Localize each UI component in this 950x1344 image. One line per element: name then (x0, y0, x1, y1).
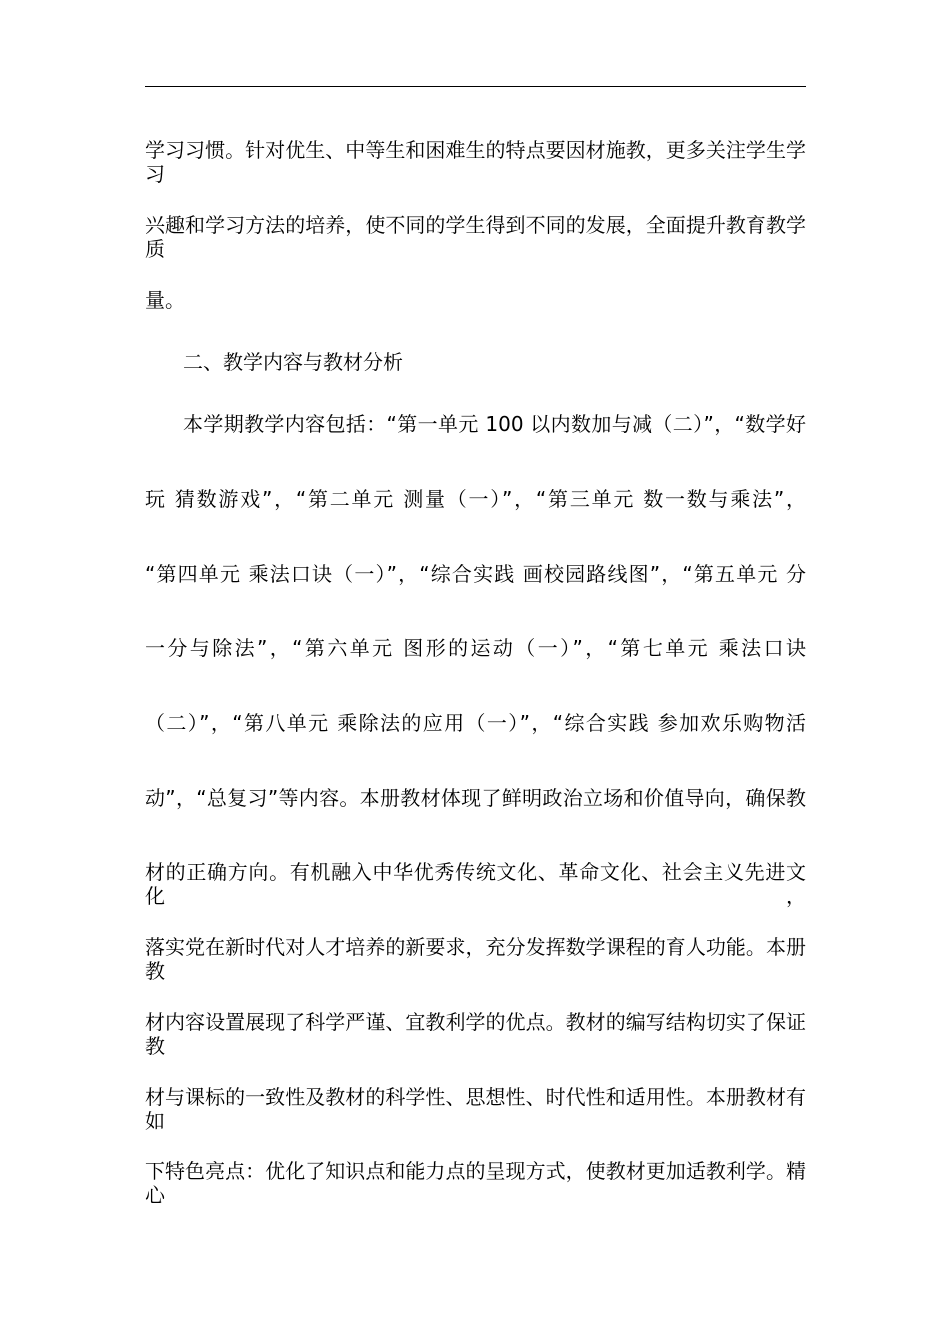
paragraph-line: 材与课标的一致性及教材的科学性、思想性、时代性和适用性。本册教材有如 (145, 1085, 806, 1133)
paragraph-line: 学习习惯。针对优生、中等生和困难生的特点要因材施教，更多关注学生学习 (145, 138, 806, 186)
paragraph-line: 材内容设置展现了科学严谨、宜教利学的优点。教材的编写结构切实了保证教 (145, 1010, 806, 1058)
paragraph-line: 玩 猜数游戏”，“第二单元 测量（一）”，“第三单元 数一数与乘法”， (145, 487, 806, 511)
header-rule (145, 86, 806, 87)
paragraph-line: 量。 (145, 288, 185, 312)
paragraph-line: 下特色亮点：优化了知识点和能力点的呈现方式，使教材更加适教利学。精心 (145, 1159, 806, 1207)
section-heading: 二、教学内容与教材分析 (183, 350, 403, 374)
paragraph-line: 本学期教学内容包括：“第一单元 100 以内数加与减（二）”，“数学好 (183, 412, 806, 436)
paragraph-line: （二）”，“第八单元 乘除法的应用（一）”，“综合实践 参加欢乐购物活 (145, 711, 806, 735)
paragraph-line: 落实党在新时代对人才培养的新要求，充分发挥数学课程的育人功能。本册教 (145, 935, 806, 983)
paragraph-line: 一分与除法”，“第六单元 图形的运动（一）”，“第七单元 乘法口诀 (145, 636, 806, 660)
paragraph-line: 材的正确方向。有机融入中华优秀传统文化、革命文化、社会主义先进文化， (145, 860, 806, 908)
paragraph-line: 动”，“总复习”等内容。本册教材体现了鲜明政治立场和价值导向，确保教 (145, 786, 806, 810)
paragraph-line: 兴趣和学习方法的培养，使不同的学生得到不同的发展，全面提升教育教学质 (145, 213, 806, 261)
paragraph-line: “第四单元 乘法口诀（一）”，“综合实践 画校园路线图”，“第五单元 分 (145, 562, 806, 586)
